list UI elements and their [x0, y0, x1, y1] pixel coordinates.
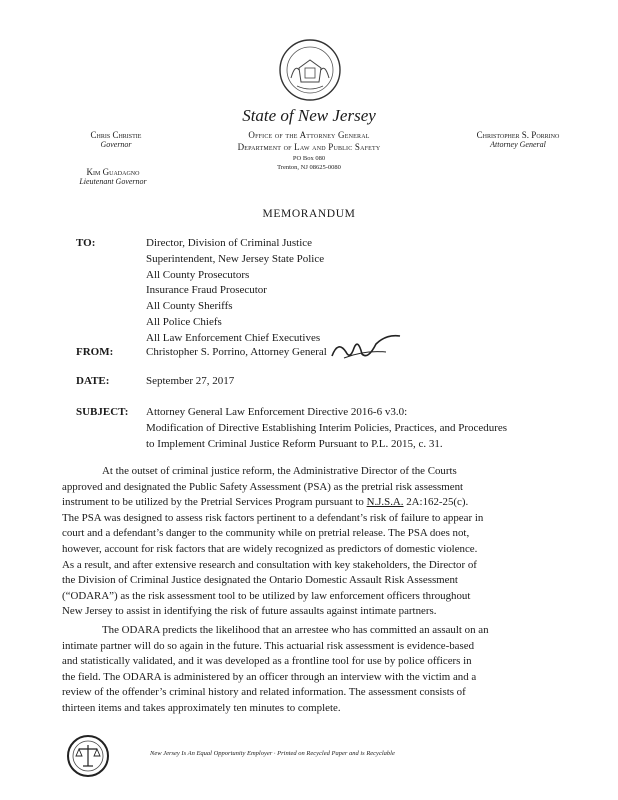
- attorney-general-block: [458, 130, 578, 149]
- text-line: (“ODARA”) as the risk assessment tool to be utilized by law enforcement officers throughout: [62, 589, 471, 602]
- signature-icon: [328, 330, 402, 366]
- governor-block: [66, 130, 166, 149]
- subject-line: Modification of Directive Establishing Interim Policies, Practices, and Procedures: [146, 421, 508, 434]
- lt-governor-block: [58, 167, 168, 186]
- text-line: however, account for risk factors that are widely recognized as predictors of domestic violence.: [62, 542, 478, 555]
- subject-line: to Implement Criminal Justice Reform Pursuant to P.L. 2015, c. 31.: [146, 437, 443, 450]
- subject-line: Attorney General Law Enforcement Directive 2016-6 v3.0:: [146, 406, 408, 418]
- attorney-general-role: Attorney General: [490, 140, 546, 149]
- date-value: September 27, 2017: [146, 375, 235, 387]
- to-label: TO:: [76, 237, 96, 249]
- text-line: the field. The ODARA is administered by an officer through an interview with the victim and a: [62, 670, 477, 683]
- office-line-2: Department of Law and Public Safety: [237, 142, 381, 152]
- body-paragraph-1: [62, 464, 562, 620]
- text-line: instrument to be utilized by the Pretrial Services Program pursuant to N.J.S.A. 2A:162-25(c).: [62, 496, 469, 509]
- text-line: The ODARA predicts the likelihood that an arrestee who has committed an assault on an: [102, 624, 489, 636]
- from-value: Christopher S. Porrino, Attorney General: [146, 346, 327, 358]
- text-line: the Division of Criminal Justice designated the Ontario Domestic Assault Risk Assessment: [62, 574, 458, 587]
- attorney-general-name: Christopher S. Porrino: [476, 130, 560, 140]
- recipient-line: Director, Division of Criminal Justice: [146, 237, 313, 249]
- po-box: PO Box 080: [292, 155, 326, 162]
- text-line: court and a defendant’s danger to the community while on pretrial release. The PSA does not,: [62, 527, 470, 540]
- state-title: State of New Jersey: [242, 106, 376, 125]
- text-line: review of the offender’s criminal history and related information. The assessment consists of: [62, 686, 466, 699]
- city-address: Trenton, NJ 08625-0080: [277, 164, 341, 171]
- text-line: The PSA was designed to assess risk factors pertinent to a defendant’s risk of failure to appear in: [62, 511, 484, 524]
- recipient-line: All Police Chiefs: [146, 315, 222, 328]
- body-paragraph-2: [62, 623, 562, 717]
- text-line: and statistically validated, and it was developed as a frontline tool for use by police officers in: [62, 655, 472, 668]
- text-line: approved and designated the Public Safety Assessment (PSA) as the pretrial risk assessment: [62, 480, 464, 493]
- text-line: intimate partner will do so again in the future. This actuarial risk assessment is evidence-based: [62, 639, 475, 652]
- memo-title: MEMORANDUM: [262, 208, 356, 220]
- justice-seal-icon: [66, 734, 110, 778]
- text-line: As a result, and after extensive research and consultation with key stakeholders, the Director of: [62, 558, 477, 571]
- governor-role: Governor: [100, 140, 132, 149]
- governor-name: Chris Christie: [90, 130, 142, 140]
- recipient-line: All Law Enforcement Chief Executives: [146, 331, 321, 344]
- lt-governor-name: Kim Guadagno: [86, 167, 140, 177]
- to-recipients: [146, 236, 324, 347]
- lt-governor-role: Lieutenant Governor: [79, 177, 147, 186]
- recipient-line: All County Sheriffs: [146, 300, 233, 313]
- subject-value: [146, 405, 507, 452]
- footer-text: New Jersey Is An Equal Opportunity Employer · Printed on Recycled Paper and is Recyclable: [150, 750, 395, 757]
- recipient-line: Superintendent, New Jersey State Police: [146, 252, 325, 265]
- text-line: thirteen items and takes approximately ten minutes to complete.: [62, 701, 341, 714]
- recipient-line: All County Prosecutors: [146, 268, 250, 281]
- recipient-line: Insurance Fraud Prosecutor: [146, 284, 267, 297]
- text-line: New Jersey to assist in identifying the risk of future assaults against intimate partners.: [62, 605, 437, 618]
- statute-citation: N.J.S.A.: [366, 496, 404, 509]
- office-line-1: Office of the Attorney General: [248, 130, 370, 140]
- subject-label: SUBJECT:: [76, 406, 129, 418]
- text-line: At the outset of criminal justice reform, the Administrative Director of the Courts: [102, 465, 457, 477]
- from-label: FROM:: [76, 346, 114, 358]
- date-label: DATE:: [76, 375, 110, 387]
